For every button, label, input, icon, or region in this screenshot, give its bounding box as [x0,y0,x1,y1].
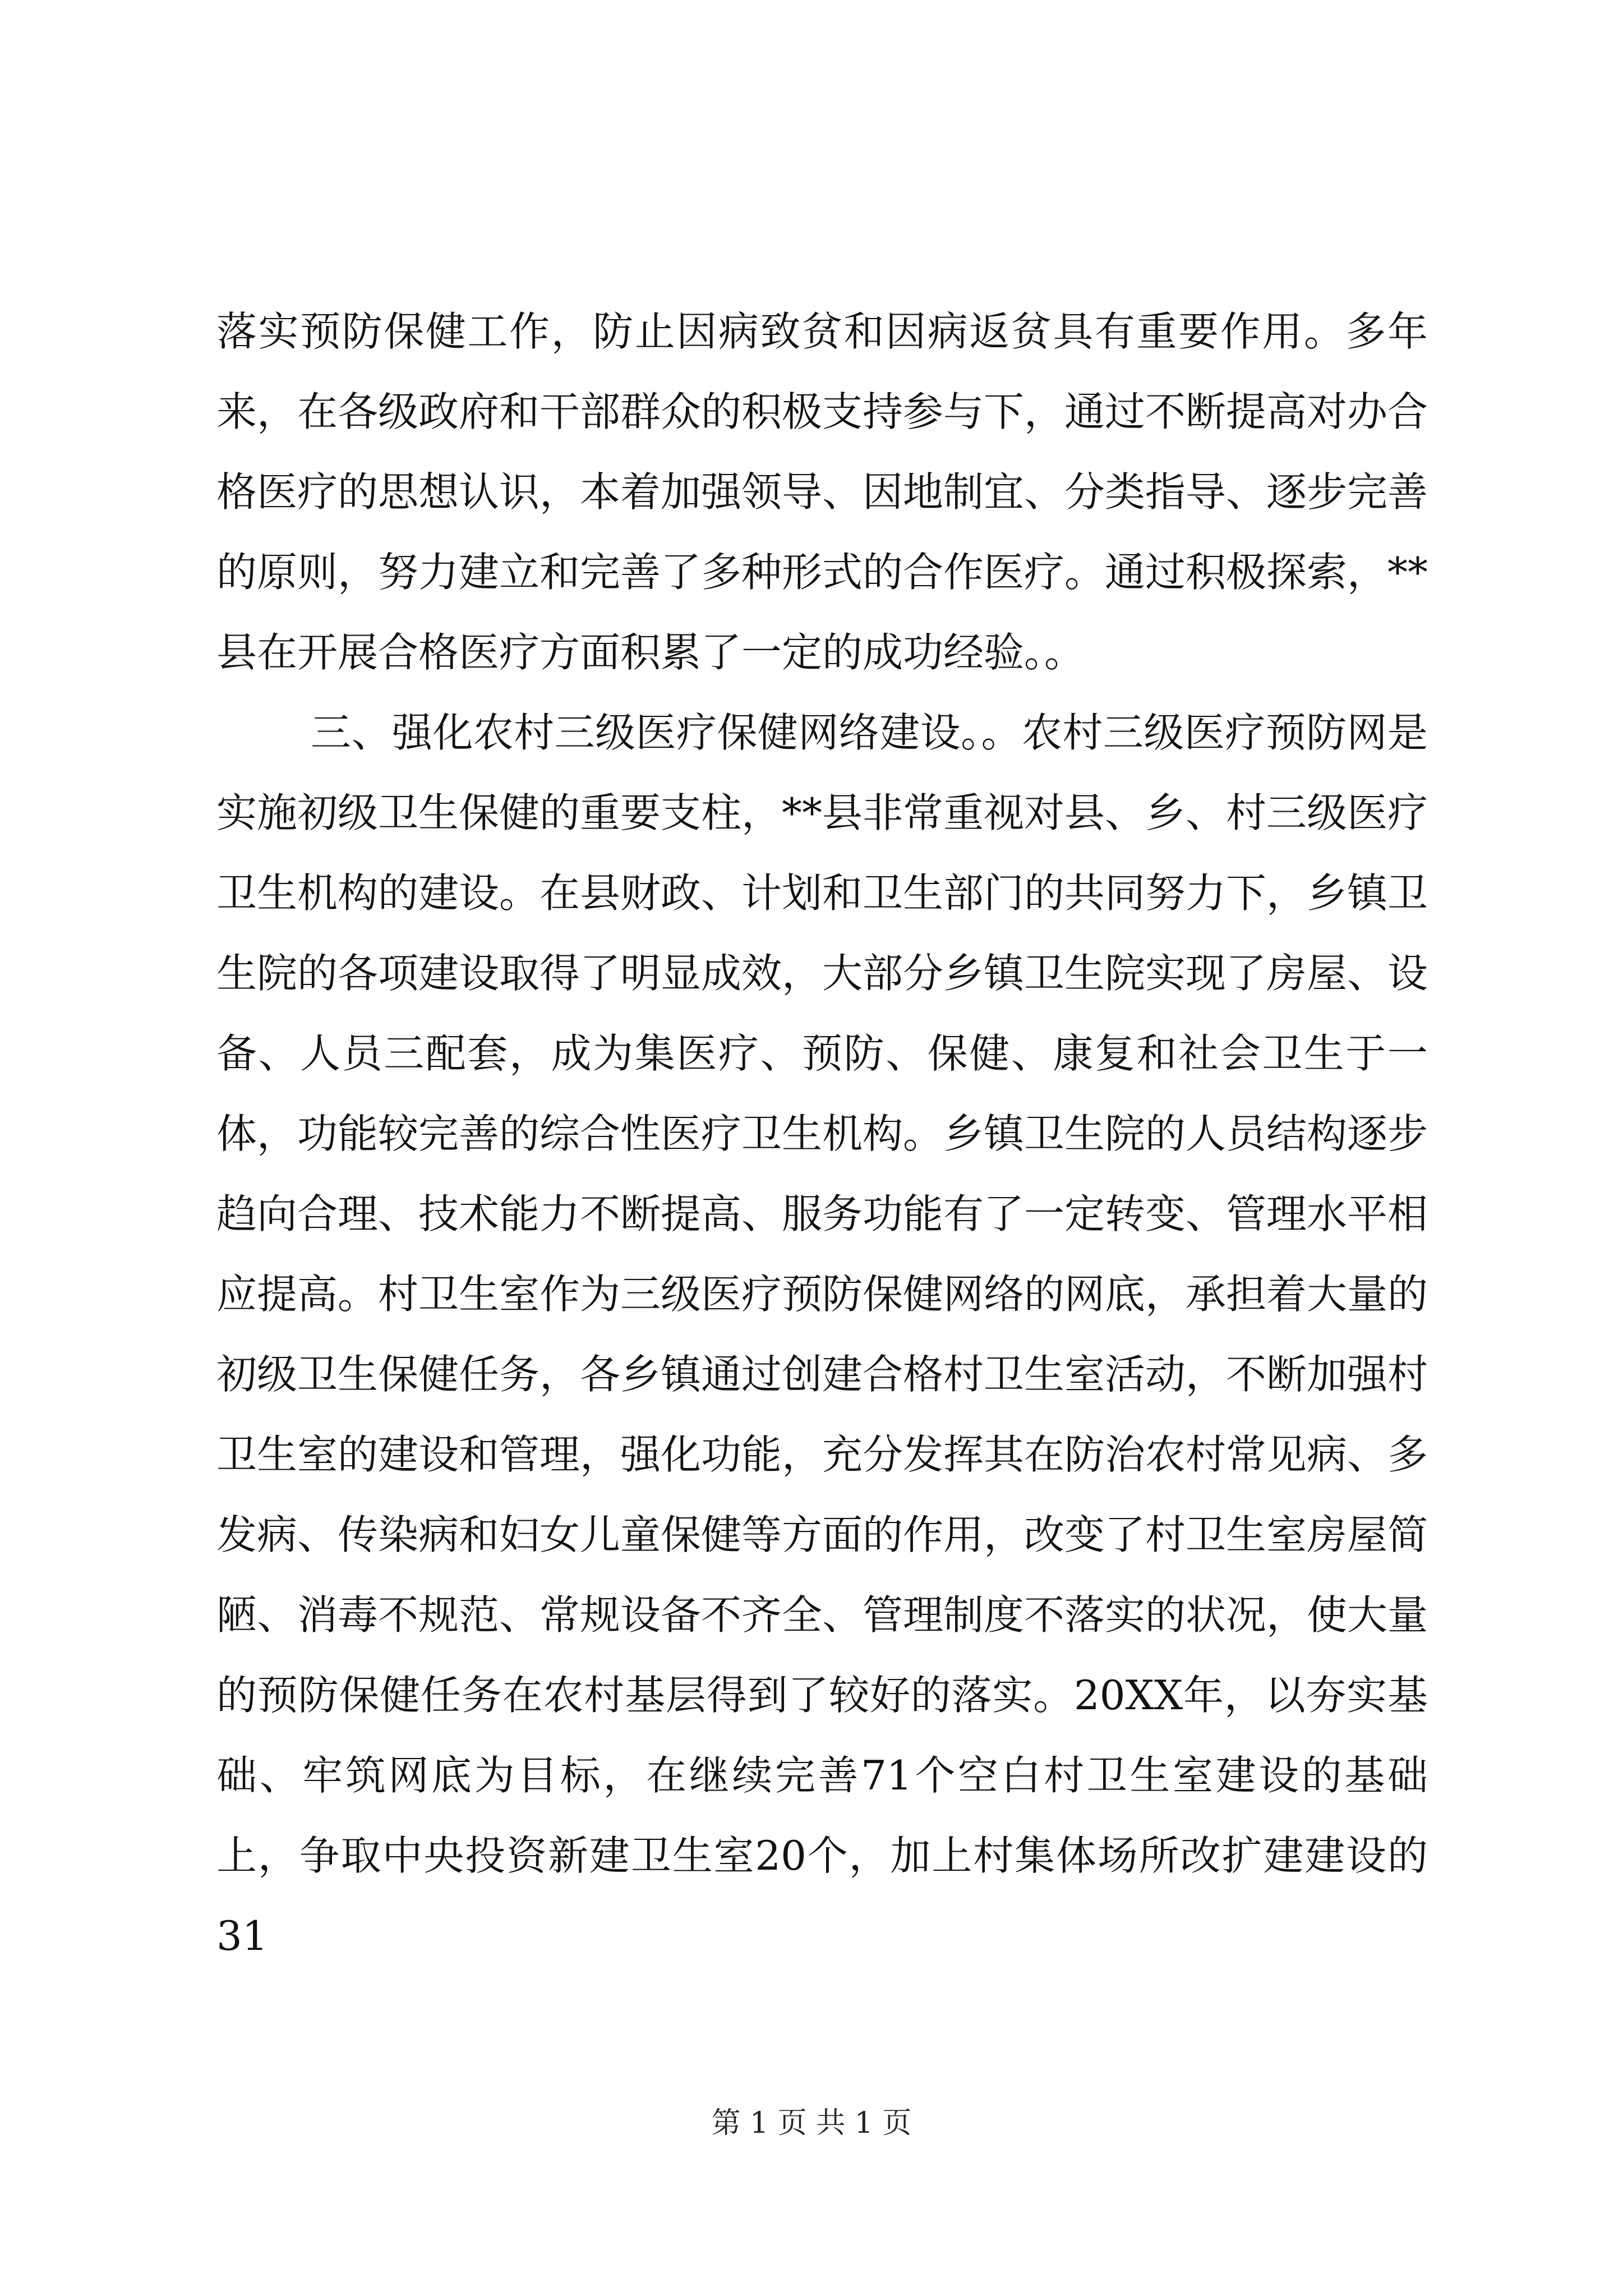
document-body [216,292,1428,1976]
paragraph-continued: 落实预防保健工作，防止因病致贫和因病返贫具有重要作用。多年来，在各级政府和干部群众的积极支持参与下，通过不断提高对办合格医疗的思想认识，本着加强领导、因地制宜、分类指导、逐步完善的原则，努力建立和完善了多种形式的合作医疗。通过积极探索，**县在开展合格医疗方面积累了一定的成功经验。。 [216,308,1428,676]
paragraph-section-three: 三、强化农村三级医疗保健网络建设。。农村三级医疗预防网是实施初级卫生保健的重要支柱，**县非常重视对县、乡、村三级医疗卫生机构的建设。在县财政、计划和卫生部门的共同努力下，乡镇卫生院的各项建设取得了明显成效，大部分乡镇卫生院实现了房屋、设备、人员三配套，成为集医疗、预防、保健、康复和社会卫生于一体，功能较完善的综合性医疗卫生机构。乡镇卫生院的人员结构逐步趋向合理、技术能力不断提高、服务功能有了一定转变、管理水平相应提高。村卫生室作为三级医疗预防保健网络的网底，承担着大量的初级卫生保健任务，各乡镇通过创建合格村卫生室活动，不断加强村卫生室的建设和管理，强化功能，充分发挥其在防治农村常见病、多发病、传染病和妇女儿童保健等方面的作用，改变了村卫生室房屋简陋、消毒不规范、常规设备不齐全、管理制度不落实的状况，使大量的预防保健任务在农村基层得到了较好的落实。20XX年，以夯实基础、牢筑网底为目标，在继续完善71个空白村卫生室建设的基础上，争取中央投资新建卫生室20个，加上村集体场所改扩建建设的31 [216,709,1428,1959]
page-footer: 第 1 页 共 1 页 [711,2106,912,2140]
